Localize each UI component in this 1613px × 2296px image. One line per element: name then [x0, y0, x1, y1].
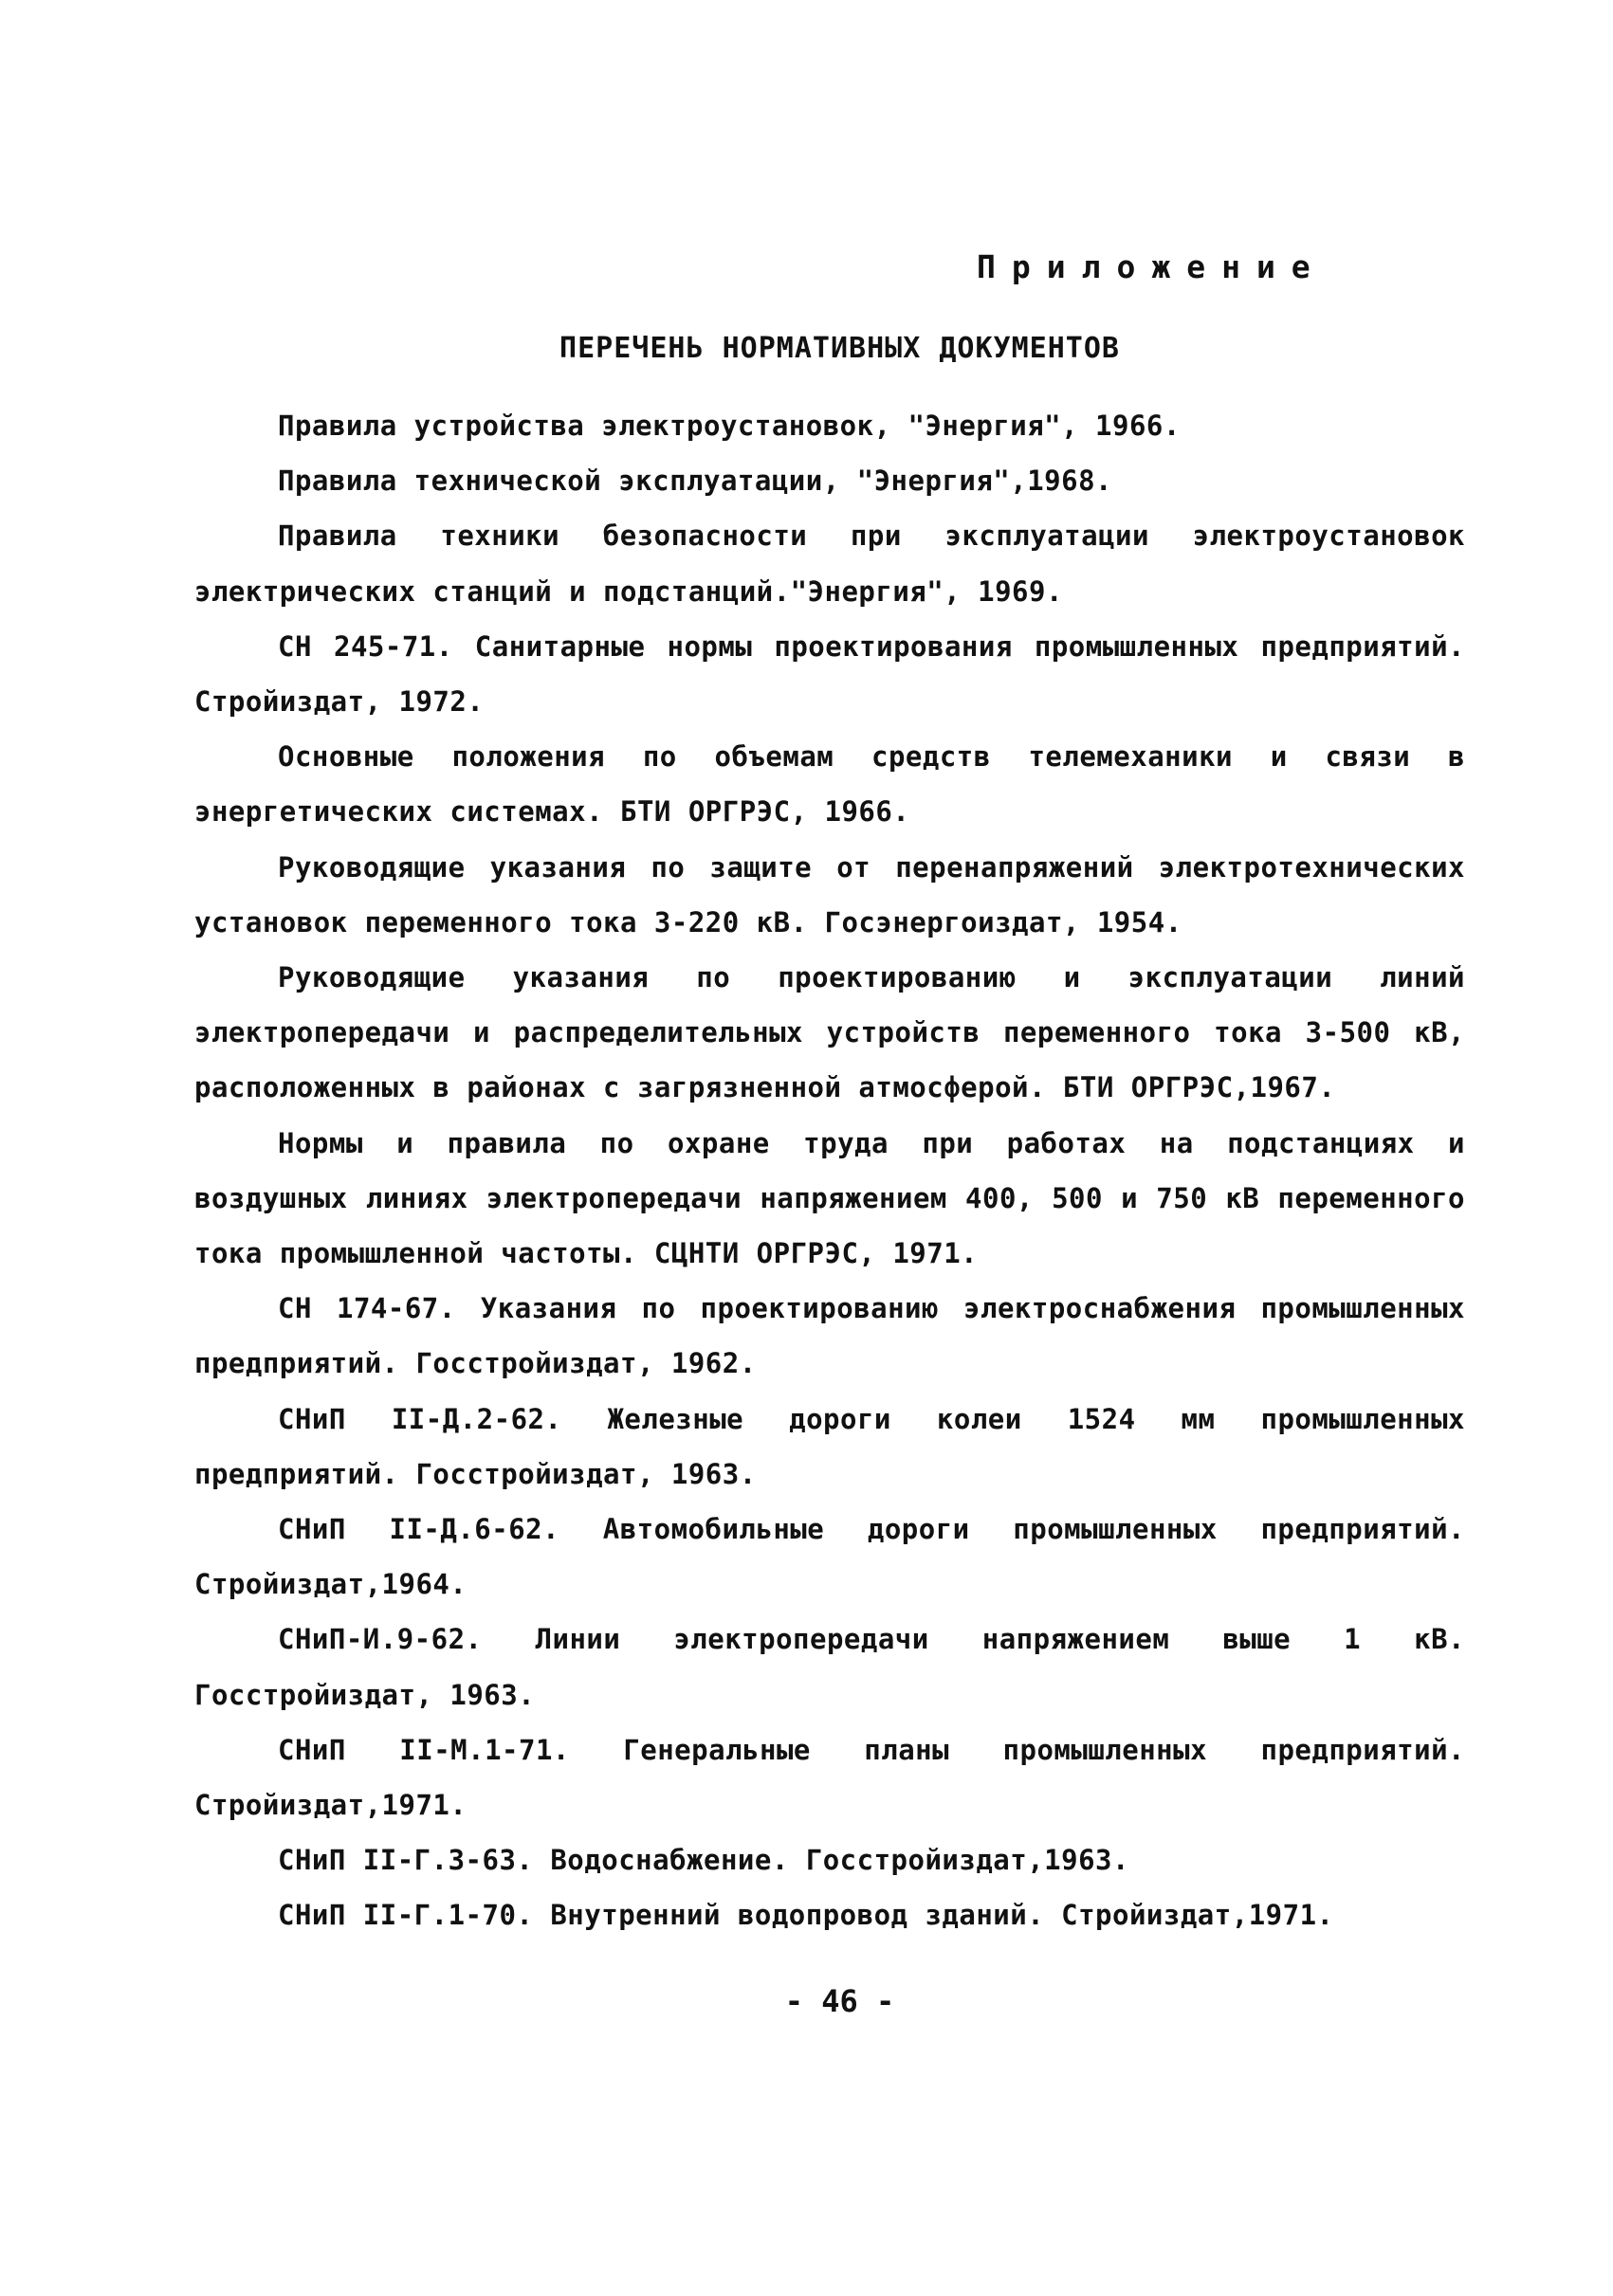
list-item: СНиП II-Г.1-70. Внутренний водопровод зданий. Стройиздат,1971.: [278, 1899, 1334, 1932]
list-item: Основные положения по объемам средств телемеханики и связи в энергетических системах. БТИ ОРГРЭС, 1966.: [194, 740, 1465, 829]
list-item: СН 245-71. Санитарные нормы проектирования промышленных предприятий. Стройиздат, 1972.: [194, 629, 1465, 719]
normative-documents-list: [194, 398, 1465, 1943]
appendix-label: Приложение: [977, 248, 1327, 285]
list-item: Руководящие указания по проектированию и эксплуатации линий электропередачи и распределительных устройств переменного тока 3-500 кВ, расположенных в районах с загрязненной атмосферой. БТИ ОРГРЭС,1967.: [194, 961, 1465, 1104]
list-item: Нормы и правила по охране труда при работах на подстанциях и воздушных линиях электропередачи напряжением 400, 500 и 750 кВ переменного тока промышленной частоты. СЦНТИ ОРГРЭС, 1971.: [194, 1126, 1465, 1270]
list-item: Руководящие указания по защите от перенапряжений электротехнических установок переменного тока 3-220 кВ. Госэнергоиздат, 1954.: [194, 850, 1465, 938]
page-number: - 46 -: [784, 1983, 895, 2019]
list-item: Правила техники безопасности при эксплуатации электроустановок электрических станций и подстанций."Энергия", 1969.: [194, 519, 1465, 608]
list-title: ПЕРЕЧЕНЬ НОРМАТИВНЫХ ДОКУМЕНТОВ: [559, 332, 1120, 365]
list-item: СНиП II-Г.3-63. Водоснабжение. Госстройиздат,1963.: [278, 1844, 1129, 1877]
list-item: СНиП-И.9-62. Линии электропередачи напряжением выше 1 кВ. Госстройиздат, 1963.: [194, 1623, 1465, 1711]
list-item: СНиП II-Д.6-62. Автомобильные дороги промышленных предприятий. Стройиздат,1964.: [194, 1513, 1465, 1601]
list-item: Правила устройства электроустановок, "Энергия", 1966.: [278, 410, 1181, 442]
list-item: СНиП II-Д.2-62. Железные дороги колеи 1524 мм промышленных предприятий. Госстройиздат, 1963.: [194, 1402, 1465, 1490]
list-item: СНиП II-М.1-71. Генеральные планы промышленных предприятий. Стройиздат,1971.: [194, 1733, 1465, 1822]
list-item: СН 174-67. Указания по проектированию электроснабжения промышленных предприятий. Госстройиздат, 1962.: [194, 1292, 1465, 1380]
list-item: Правила технической эксплуатации, "Энергия",1968.: [278, 465, 1113, 498]
